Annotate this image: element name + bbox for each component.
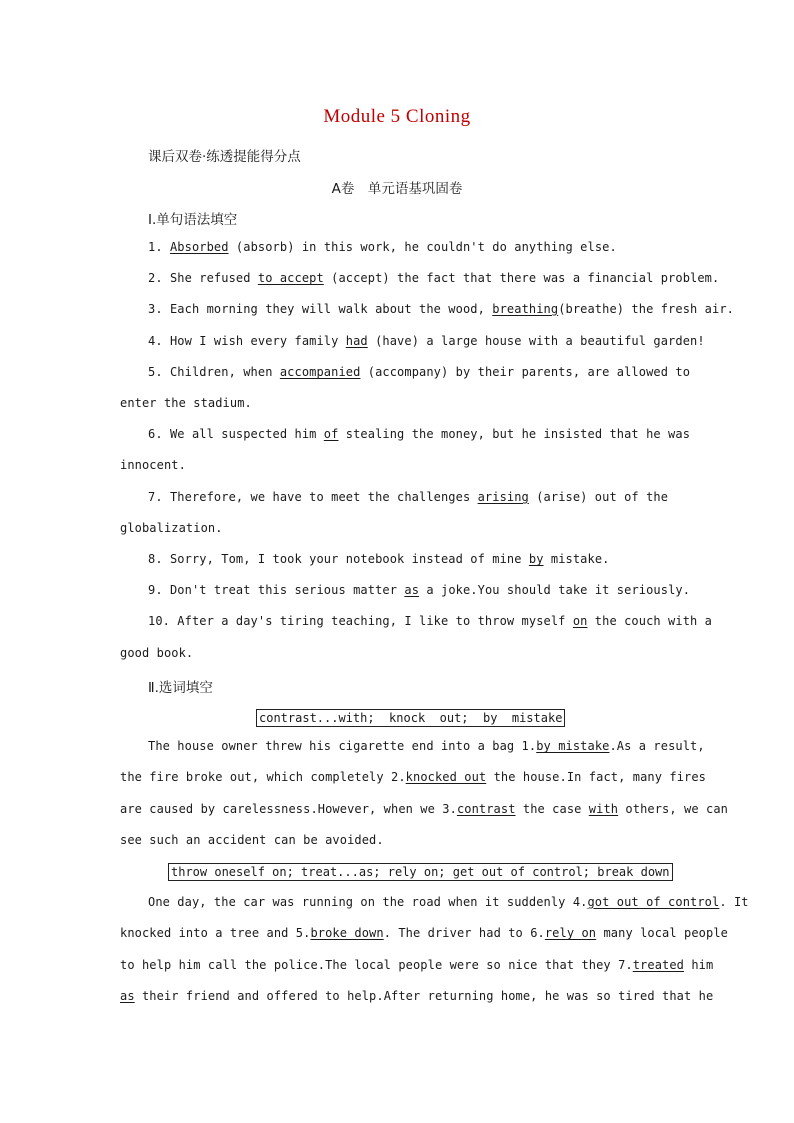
answer: knocked out bbox=[405, 770, 487, 784]
paper-heading: A卷 单元语基巩固卷 bbox=[331, 181, 463, 197]
section-2-heading: Ⅱ.选词填空 bbox=[148, 680, 213, 696]
answer: with bbox=[588, 802, 619, 816]
answer: on bbox=[572, 614, 588, 628]
answer: accompanied bbox=[279, 365, 361, 379]
answer: had bbox=[345, 334, 368, 348]
passage-1-line-2: the fire broke out, which completely 2.knocked out the house.In fact, many fires bbox=[120, 770, 706, 784]
question-5: 5. Children, when accompanied (accompany) by their parents, are allowed to bbox=[148, 365, 691, 379]
answer: treated bbox=[632, 958, 685, 972]
word-box-2: throw oneself on; treat...as; rely on; get out of control; break down bbox=[168, 863, 673, 881]
question-10: 10. After a day's tiring teaching, I like to throw myself on the couch with a bbox=[148, 614, 713, 628]
answer: breathing bbox=[492, 302, 559, 316]
answer: by bbox=[528, 552, 544, 566]
answer: Absorbed bbox=[169, 240, 229, 254]
question-9: 9. Don't treat this serious matter as a joke.You should take it seriously. bbox=[148, 583, 691, 597]
passage-2-line-2: knocked into a tree and 5.broke down. The driver had to 6.rely on many local people bbox=[120, 926, 728, 940]
answer: of bbox=[323, 427, 339, 441]
answer: broke down bbox=[310, 926, 384, 940]
question-5-continued: enter the stadium. bbox=[120, 396, 252, 410]
passage-1-line-1: The house owner threw his cigarette end into a bag 1.by mistake.As a result, bbox=[148, 739, 705, 753]
answer: rely on bbox=[544, 926, 597, 940]
word-box-1: contrast...with; knock out; by mistake bbox=[256, 709, 565, 727]
question-4: 4. How I wish every family had (have) a large house with a beautiful garden! bbox=[148, 334, 705, 348]
question-10-continued: good book. bbox=[120, 646, 194, 660]
answer: contrast bbox=[456, 802, 516, 816]
passage-1-line-3: are caused by carelessness.However, when we 3.contrast the case with others, we can bbox=[120, 802, 728, 816]
passage-2-line-3: to help him call the police.The local people were so nice that they 7.treated him bbox=[120, 958, 714, 972]
answer: got out of control bbox=[587, 895, 720, 909]
question-6: 6. We all suspected him of stealing the money, but he insisted that he was bbox=[148, 427, 691, 441]
question-6-continued: innocent. bbox=[120, 458, 186, 472]
answer: by mistake bbox=[536, 739, 610, 753]
passage-1-line-4: see such an accident can be avoided. bbox=[120, 833, 384, 847]
answer: as bbox=[120, 989, 135, 1003]
subtitle: 课后双卷·练透提能得分点 bbox=[148, 149, 301, 165]
question-8: 8. Sorry, Tom, I took your notebook instead of mine by mistake. bbox=[148, 552, 610, 566]
question-7: 7. Therefore, we have to meet the challenges arising (arise) out of the bbox=[148, 490, 669, 504]
passage-2-line-1: One day, the car was running on the road when it suddenly 4.got out of control. It bbox=[148, 895, 749, 909]
answer: arising bbox=[477, 490, 529, 504]
question-7-continued: globalization. bbox=[120, 521, 223, 535]
passage-2-line-4: as their friend and offered to help.After returning home, he was so tired that he bbox=[120, 989, 714, 1003]
question-3: 3. Each morning they will walk about the wood, breathing(breathe) the fresh air. bbox=[148, 302, 734, 316]
section-1-heading: Ⅰ.单句语法填空 bbox=[148, 212, 238, 228]
question-1: 1. Absorbed (absorb) in this work, he couldn't do anything else. bbox=[148, 240, 617, 254]
page-title: Module 5 Cloning bbox=[323, 106, 471, 127]
answer: as bbox=[404, 583, 420, 597]
question-2: 2. She refused to accept (accept) the fact that there was a financial problem. bbox=[148, 271, 720, 285]
answer: to accept bbox=[257, 271, 324, 285]
